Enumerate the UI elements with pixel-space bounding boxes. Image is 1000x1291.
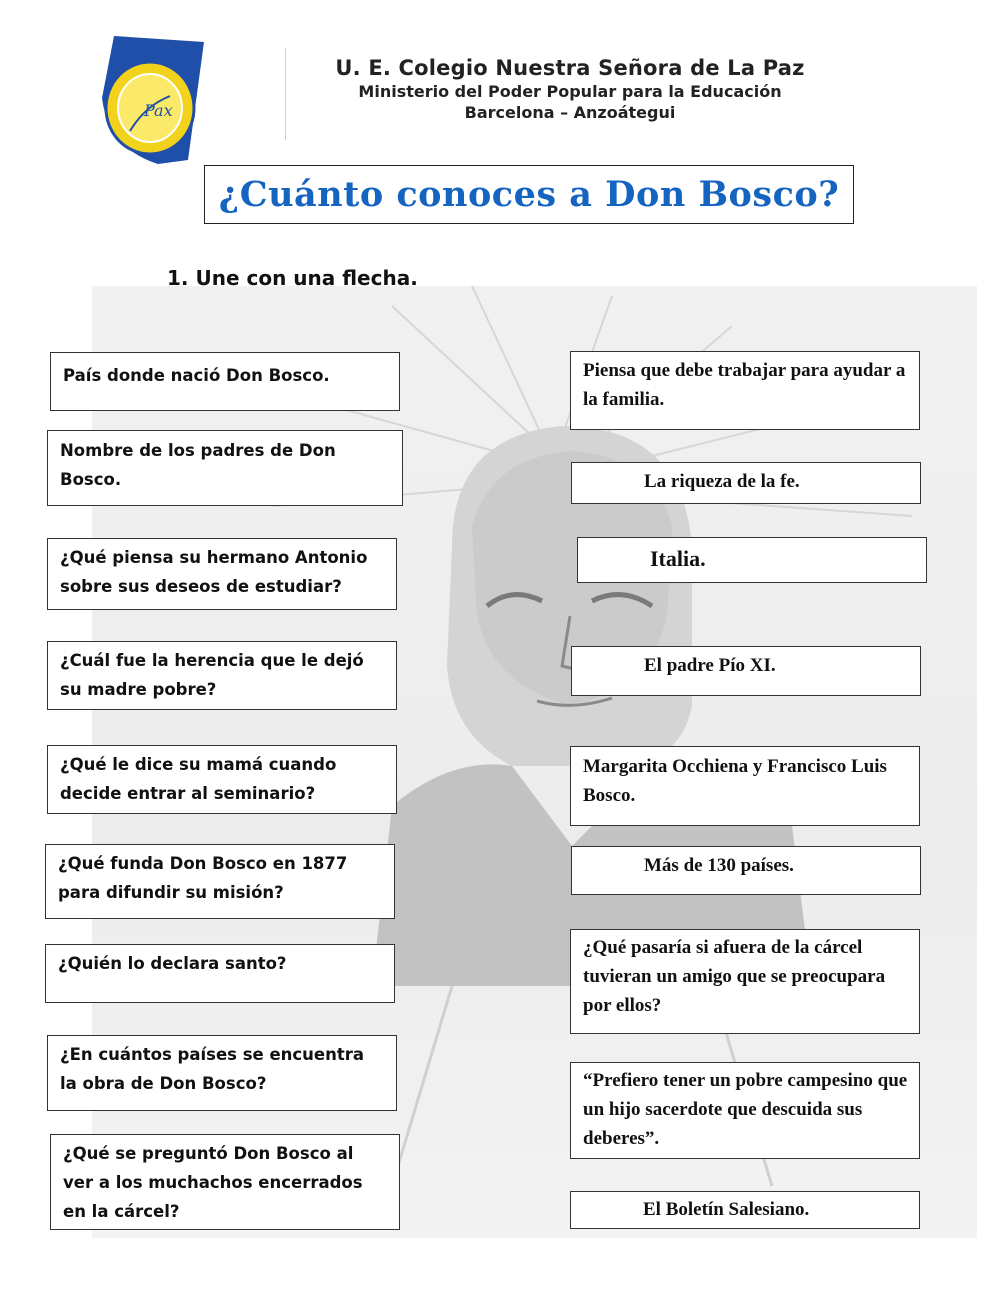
left-item-text: ¿Qué se preguntó Don Bosco al ver a los muchachos encerrados en la cárcel? <box>63 1144 363 1221</box>
right-item-text: La riqueza de la fe. <box>644 471 800 492</box>
left-item-text: Nombre de los padres de Don Bosco. <box>60 441 336 489</box>
right-item-5[interactable] <box>570 746 920 826</box>
right-item-3[interactable] <box>577 537 927 583</box>
right-item-text: Italia. <box>650 546 706 571</box>
left-item-text: ¿En cuántos países se encuentra la obra de Don Bosco? <box>60 1045 365 1093</box>
left-item-text: ¿Qué funda Don Bosco en 1877 para difundir su misión? <box>58 854 348 902</box>
left-item-text: ¿Qué piensa su hermano Antonio sobre sus deseos de estudiar? <box>60 548 368 596</box>
left-item-2[interactable] <box>47 430 403 506</box>
right-item-text: Margarita Occhiena y Francisco Luis Bosco. <box>583 756 887 806</box>
left-item-7[interactable] <box>45 944 395 1003</box>
left-item-5[interactable] <box>47 745 397 814</box>
right-item-text: “Prefiero tener un pobre campesino que un hijo sacerdote que descuida sus deberes”. <box>583 1070 908 1149</box>
right-item-9[interactable] <box>570 1191 920 1229</box>
school-name: U. E. Colegio Nuestra Señora de La Paz <box>335 56 805 80</box>
right-item-6[interactable] <box>571 846 921 895</box>
header-divider <box>285 48 286 140</box>
right-item-4[interactable] <box>571 646 921 696</box>
left-item-text: ¿Quién lo declara santo? <box>58 954 287 973</box>
left-item-3[interactable] <box>47 538 397 610</box>
left-item-text: País donde nació Don Bosco. <box>63 366 330 385</box>
right-item-text: ¿Qué pasaría si afuera de la cárcel tuvieran un amigo que se preocupara por ellos? <box>583 937 886 1016</box>
right-item-text: El padre Pío XI. <box>644 655 776 676</box>
left-item-8[interactable] <box>47 1035 397 1111</box>
left-item-text: ¿Cuál fue la herencia que le dejó su madre pobre? <box>60 651 364 699</box>
right-item-7[interactable] <box>570 929 920 1034</box>
right-item-1[interactable] <box>570 351 920 430</box>
ministry-name: Ministerio del Poder Popular para la Educación <box>358 82 782 101</box>
school-location: Barcelona – Anzoátegui <box>464 103 676 122</box>
right-item-text: El Boletín Salesiano. <box>643 1199 810 1220</box>
worksheet-title-box <box>204 165 854 224</box>
right-item-8[interactable] <box>570 1062 920 1159</box>
right-item-2[interactable] <box>571 462 921 504</box>
left-item-6[interactable] <box>45 844 395 919</box>
right-item-text: Más de 130 países. <box>644 855 794 876</box>
instruction: 1. Une con una flecha. <box>167 266 418 290</box>
left-item-1[interactable] <box>50 352 400 411</box>
left-item-text: ¿Qué le dice su mamá cuando decide entrar al seminario? <box>60 755 337 803</box>
logo-text: Pax <box>144 101 173 120</box>
right-item-text: Piensa que debe trabajar para ayudar a la familia. <box>583 360 906 410</box>
worksheet-title: ¿Cuánto conoces a Don Bosco? <box>218 174 840 215</box>
left-item-4[interactable] <box>47 641 397 710</box>
left-item-9[interactable] <box>50 1134 400 1230</box>
school-logo <box>100 36 210 166</box>
